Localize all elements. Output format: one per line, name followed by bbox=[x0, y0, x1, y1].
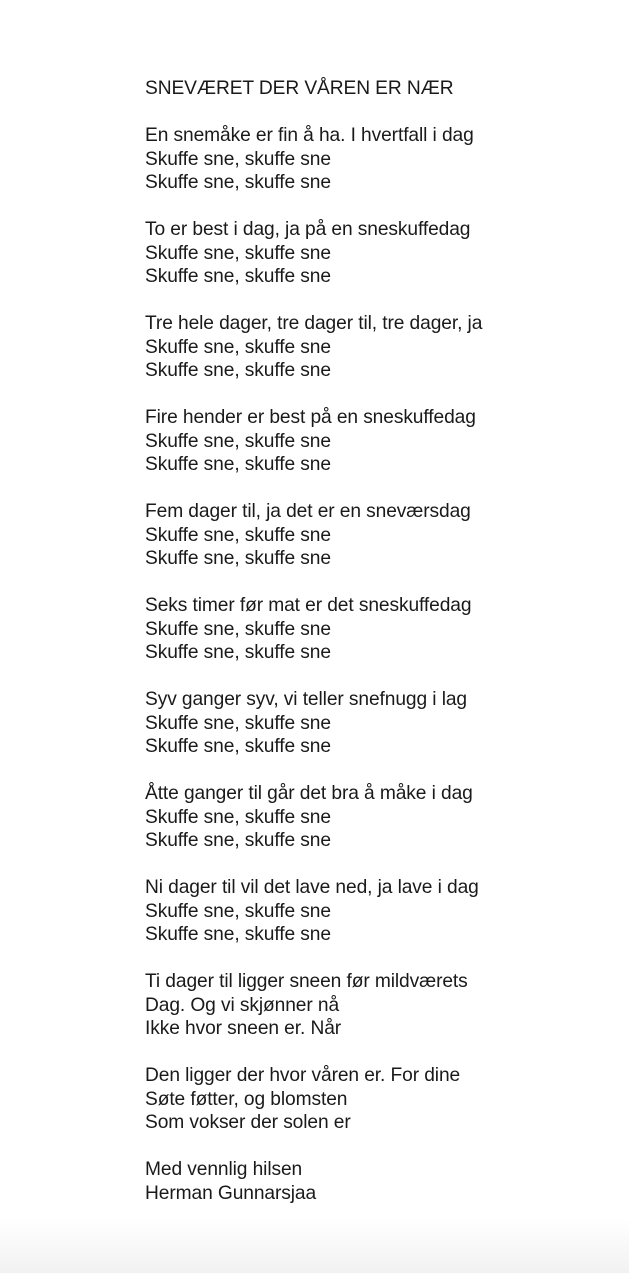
poem-line: Skuffe sne, skuffe sne bbox=[145, 148, 331, 170]
poem-line: Skuffe sne, skuffe sne bbox=[145, 336, 331, 358]
poem-line: Skuffe sne, skuffe sne bbox=[145, 548, 331, 569]
stanza-4 bbox=[145, 406, 605, 477]
poem-line: Fem dager til, ja det er en sneværsdag bbox=[145, 501, 471, 522]
poem-line: Skuffe sne, skuffe sne bbox=[145, 242, 331, 264]
poem-line: Som vokser der solen er bbox=[145, 1112, 351, 1133]
poem-line: Skuffe sne, skuffe sne bbox=[145, 172, 331, 193]
poem-line: Syv ganger syv, vi teller snefnugg i lag bbox=[145, 689, 467, 710]
poem-line: Seks timer før mat er det sneskuffedag bbox=[145, 595, 472, 616]
bottom-fade-shadow bbox=[0, 1218, 629, 1273]
poem-line: Ti dager til ligger sneen før mildværets bbox=[145, 971, 468, 992]
poem-line: Skuffe sne, skuffe sne bbox=[145, 924, 331, 945]
stanza-10 bbox=[145, 970, 605, 1041]
signature-author: Herman Gunnarsjaa bbox=[145, 1182, 317, 1204]
stanza-3 bbox=[145, 312, 605, 383]
poem-line: Skuffe sne, skuffe sne bbox=[145, 642, 331, 663]
poem-line: Skuffe sne, skuffe sne bbox=[145, 618, 331, 640]
stanza-5 bbox=[145, 500, 605, 571]
poem-line: Skuffe sne, skuffe sne bbox=[145, 736, 331, 757]
stanza-8 bbox=[145, 782, 605, 853]
poem-document bbox=[145, 77, 605, 1205]
poem-line: Skuffe sne, skuffe sne bbox=[145, 266, 331, 287]
poem-line: Skuffe sne, skuffe sne bbox=[145, 900, 331, 922]
signature-block bbox=[145, 1158, 605, 1205]
poem-title: SNEVÆRET DER VÅREN ER NÆR bbox=[145, 78, 454, 99]
poem-line: Søte føtter, og blomsten bbox=[145, 1088, 348, 1110]
poem-line: Skuffe sne, skuffe sne bbox=[145, 430, 331, 452]
poem-line: Ni dager til vil det lave ned, ja lave i dag bbox=[145, 877, 479, 898]
poem-line: En snemåke er fin å ha. I hvertfall i dag bbox=[145, 125, 474, 146]
poem-line: Skuffe sne, skuffe sne bbox=[145, 830, 331, 851]
stanza-9 bbox=[145, 876, 605, 947]
stanza-1 bbox=[145, 124, 605, 195]
poem-line: Skuffe sne, skuffe sne bbox=[145, 524, 331, 546]
poem-line: To er best i dag, ja på en sneskuffedag bbox=[145, 219, 471, 240]
poem-line: Fire hender er best på en sneskuffedag bbox=[145, 407, 476, 428]
poem-line: Skuffe sne, skuffe sne bbox=[145, 712, 331, 734]
poem-line: Skuffe sne, skuffe sne bbox=[145, 454, 331, 475]
poem-line: Tre hele dager, tre dager til, tre dager, ja bbox=[145, 313, 483, 334]
poem-line: Den ligger der hvor våren er. For dine bbox=[145, 1065, 461, 1086]
poem-line: Ikke hvor sneen er. Når bbox=[145, 1018, 342, 1039]
stanza-6 bbox=[145, 594, 605, 665]
poem-line: Åtte ganger til går det bra å måke i dag bbox=[145, 783, 473, 804]
poem-line: Skuffe sne, skuffe sne bbox=[145, 360, 331, 381]
poem-line: Skuffe sne, skuffe sne bbox=[145, 806, 331, 828]
stanza-11 bbox=[145, 1064, 605, 1135]
poem-line: Dag. Og vi skjønner nå bbox=[145, 994, 340, 1016]
stanza-7 bbox=[145, 688, 605, 759]
signature-closing: Med vennlig hilsen bbox=[145, 1159, 303, 1180]
stanza-2 bbox=[145, 218, 605, 289]
